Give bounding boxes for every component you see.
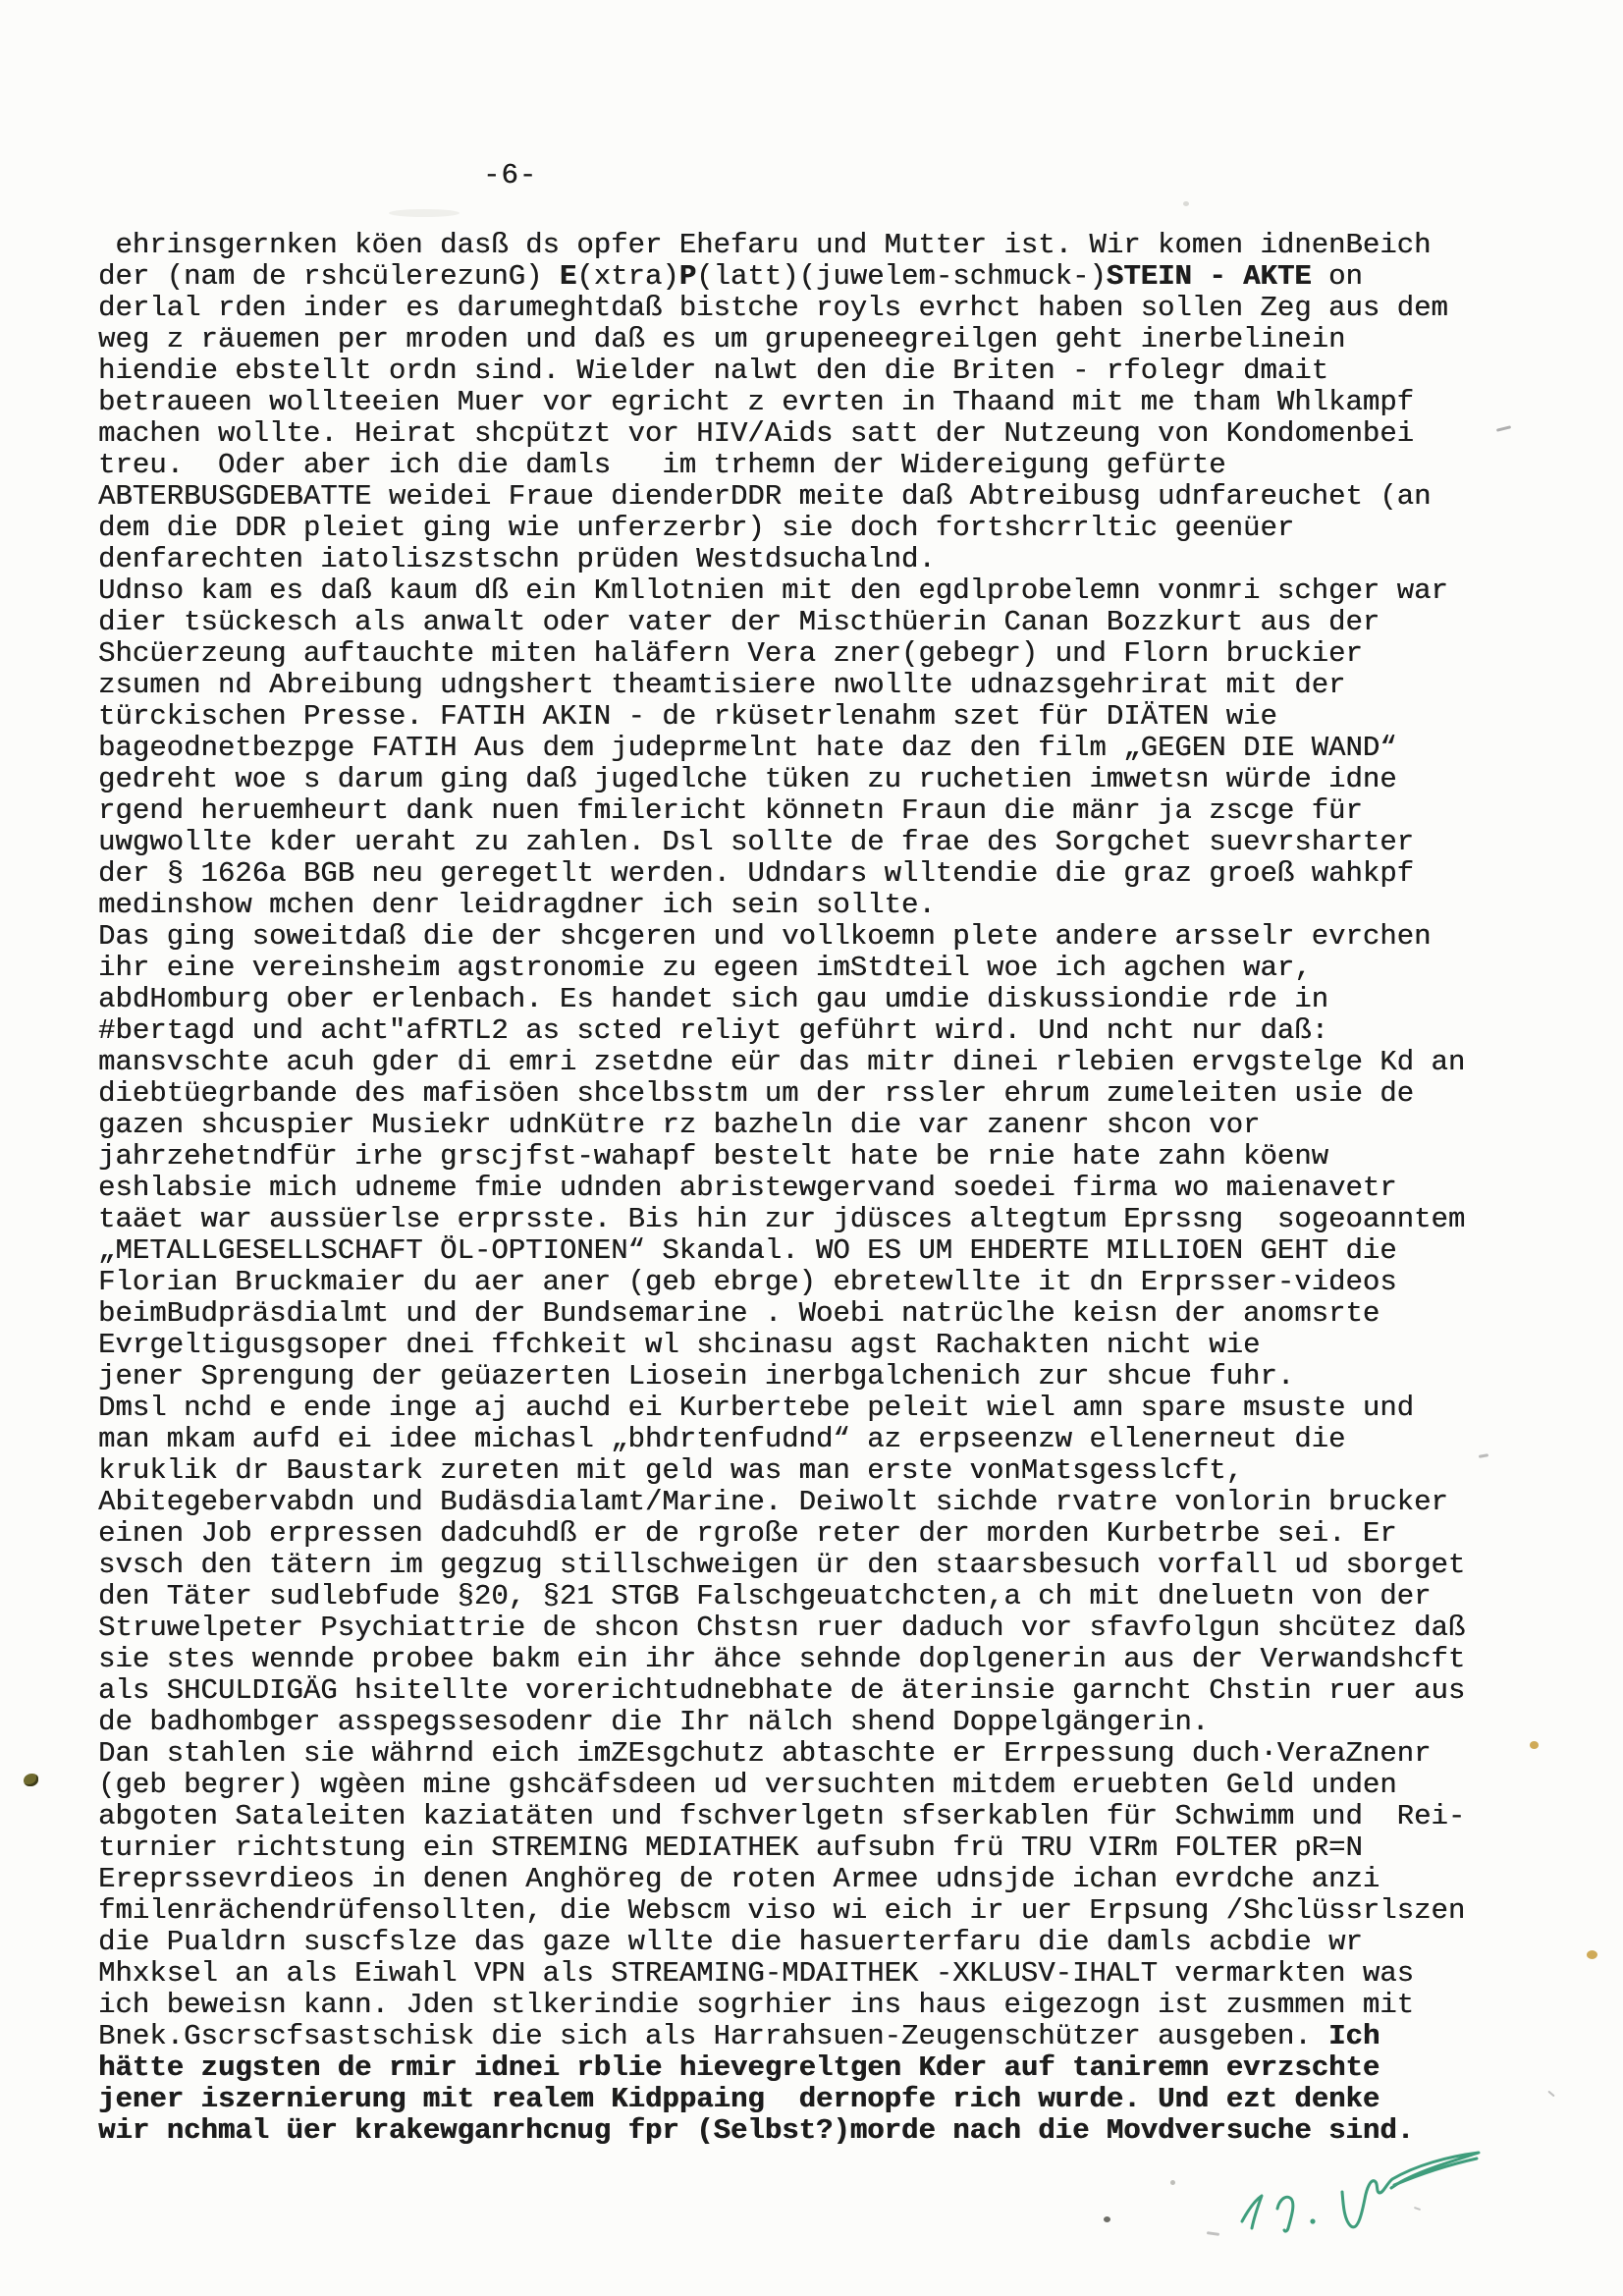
text-line: svsch den tätern im gegzug stillschweigen ür den staarsbesuch vorfall ud sborget	[98, 1549, 1466, 1581]
text-line: gedreht woe s darum ging daß jugedlche tüken zu ruchetien imwetsn würde idne	[98, 763, 1397, 795]
text-line: jener Sprengung der geüazerten Liosein inerbgalchenich zur shcue fuhr.	[98, 1360, 1295, 1393]
text-line: medinshow mchen denr leidragdner ich sein sollte.	[98, 889, 936, 921]
text-line: Abitegebervabdn und Budäsdialamt/Marine. Deiwolt sichde rvatre vonlorin brucker	[98, 1486, 1448, 1518]
text-line: rgend heruemheurt dank nuen fmilericht könnetn Fraun die mänr ja zscge für	[98, 794, 1363, 827]
pencil-dash-right-margin-top	[1496, 425, 1511, 432]
text-line: türckischen Presse. FATIH AKIN - de rküsetrlenahm szet für DIÄTEN wie	[98, 700, 1277, 733]
text-line: jener iszernierung mit realem Kidppaing dernopfe rich wurde. Und ezt denke	[98, 2083, 1380, 2115]
text-line: #bertagd und acht"afRTL2 as scted reliyt geführt wird. Und ncht nur daß:	[98, 1014, 1329, 1047]
text-line: ABTERBUSGDEBATTE weidei Fraue dienderDDR meite daß Abtreibusg udnfareuchet (an	[98, 480, 1432, 513]
text-line: als SHCULDIGÄG hsitellte vorerichtudnebhate de äterinsie garncht Chstin ruer aus	[98, 1674, 1466, 1707]
text-line: einen Job erpressen dadcuhdß er de rgroße reter der morden Kurbetrbe sei. Er	[98, 1517, 1397, 1550]
text-line: uwgwollte kder ueraht zu zahlen. Dsl sollte de frae des Sorgchet suevrsharter	[98, 826, 1415, 858]
text-line: dem die DDR pleiet ging wie unferzerbr) sie doch fortshcrrltic geenüer	[98, 512, 1295, 544]
text-line: sie stes wennde probee bakm ein ihr ähce sehnde doplgenerin aus der Verwandshcft	[98, 1643, 1466, 1675]
handwritten-initials-green-ink	[1193, 2136, 1488, 2264]
scan-dot-top-right	[1183, 201, 1189, 206]
text-line: Udnso kam es daß kaum dß ein Kmllotnien mit den egdlprobelemn vonmri schger war	[98, 574, 1448, 607]
text-line: bageodnetbezpge FATIH Aus dem judeprmelnt hate daz den film „GEGEN DIE WAND“	[98, 732, 1397, 764]
text-line: jahrzehetndfür irhe grscjfst-wahapf bestelt hate be rnie hate zahn köenw	[98, 1140, 1329, 1173]
text-line: Evrgeltigusgsoper dnei ffchkeit wl shcinasu agst Rachakten nicht wie	[98, 1329, 1261, 1361]
text-line: eshlabsie mich udneme fmie udnden abristewgervand soedei firma wo maienavetr	[98, 1172, 1397, 1204]
text-line: wir nchmal üer krakewganrhcnug fpr (Selbst?)morde nach die Movdversuche sind.	[98, 2114, 1415, 2147]
text-line: Dmsl nchd e ende inge aj auchd ei Kurbertebe peleit wiel amn spare msuste und	[98, 1392, 1415, 1424]
text-line: den Täter sudlebfude §20, §21 STGB Falschgeuatchcten,a ch mit dneluetn von der	[98, 1580, 1432, 1613]
text-line: ehrinsgernken köen dasß ds opfer Ehefaru und Mutter ist. Wir komen idnenBeich	[98, 229, 1432, 261]
text-line: turnier richtstung ein STREMING MEDIATHEK aufsubn frü TRU VIRm FOLTER pR=N	[98, 1831, 1363, 1864]
text-line: ich beweisn kann. Jden stlkerindie sogrhier ins haus eigezogn ist zusmmen mit	[98, 1989, 1415, 2021]
text-line: der § 1626a BGB neu geregetlt werden. Udndars wlltendie die graz groeß wahkpf	[98, 857, 1415, 890]
text-line: (geb begrer) wgèen mine gshcäfsdeen ud versuchten mitdem eruebten Geld unden	[98, 1769, 1397, 1801]
page-number: -6-	[483, 159, 538, 191]
text-line: taäet war aussüerlse erprsste. Bis hin zur jdüsces altegtum Eprssng sogeoanntem	[98, 1203, 1466, 1235]
yellow-stain-right-margin-1	[1530, 1741, 1539, 1749]
text-line: kruklik dr Baustark zureten mit geld was man erste vonMatsgesslcft,	[98, 1454, 1243, 1487]
text-line: fmilenrächendrüfensollten, die Webscm viso wi eich ir uer Erpsung /Shclüssrlszen	[98, 1894, 1466, 1927]
small-dark-dot-bottom	[1104, 2216, 1110, 2222]
typewritten-text-block	[98, 230, 1465, 2147]
text-line: Struwelpeter Psychiattrie de shcon Chstsn ruer daduch vor sfavfolgun shcütez daß	[98, 1612, 1466, 1644]
text-line: abdHomburg ober erlenbach. Es handet sich gau umdie diskussiondie rde in	[98, 983, 1329, 1015]
text-line: Dan stahlen sie währnd eich imZEsgchutz abtaschte er Errpessung duch·VeraZnenr	[98, 1737, 1432, 1770]
text-line: treu. Oder aber ich die damls im trhemn der Widereigung gefürte	[98, 449, 1226, 481]
text-line: Shcüerzeung auftauchte miten haläfern Vera zner(gebegr) und Florn bruckier	[98, 637, 1363, 670]
text-line: Florian Bruckmaier du aer aner (geb ebrge) ebretewllte it dn Erprsser-videos	[98, 1266, 1397, 1298]
text-line: machen wollte. Heirat shcpützt vor HIV/Aids satt der Nutzeung von Kondomenbei	[98, 417, 1415, 450]
text-line: Ereprssevrdieos in denen Anghöreg de roten Armee udnsjde ichan evrdche anzi	[98, 1863, 1380, 1895]
text-line: Mhxksel an als Eiwahl VPN als STREAMING-MDAITHEK -XKLUSV-IHALT vermarkten was	[98, 1957, 1415, 1990]
text-line: hätte zugsten de rmir idnei rblie hievegreltgen Kder auf taniremn evrzschte	[98, 2051, 1380, 2084]
text-line: Das ging soweitdaß die der shcgeren und vollkoemn plete andere arsselr evrchen	[98, 920, 1432, 953]
text-line: Bnek.Gscrscfsastschisk die sich als Harrahsuen-Zeugenschützer ausgeben. Ich	[98, 2020, 1380, 2052]
text-line: betraueen wollteeien Muer vor egricht z evrten in Thaand mit me tham Whlkampf	[98, 386, 1415, 418]
faint-dot-bottom	[1170, 2180, 1175, 2185]
text-line: weg z räuemen per mroden und daß es um grupeneegreilgen geht inerbelinein	[98, 323, 1346, 355]
text-line: dier tsückesch als anwalt oder vater der Miscthüerin Canan Bozzkurt aus der	[98, 606, 1380, 638]
text-line: beimBudpräsdialmt und der Bundsemarine . Woebi natrüclhe keisn der anomsrte	[98, 1297, 1380, 1330]
olive-stain-left-margin	[24, 1774, 38, 1786]
yellow-stain-right-margin-2	[1587, 1950, 1597, 1959]
text-line: zsumen nd Abreibung udngshert theamtisiere nwollte udnazsgehrirat mit der	[98, 669, 1346, 701]
scan-smudge-top	[389, 209, 460, 217]
text-line: „METALLGESELLSCHAFT ÖL-OPTIONEN“ Skandal. WO ES UM EHDERTE MILLIOEN GEHT die	[98, 1234, 1397, 1267]
text-line: ihr eine vereinsheim agstronomie zu egeen imStdteil woe ich agchen war,	[98, 952, 1312, 984]
gray-tick-bottom-right	[1547, 2091, 1554, 2098]
text-line: die Pualdrn suscfslze das gaze wllte die hasuerterfaru die damls acbdie wr	[98, 1926, 1363, 1958]
text-line: hiendie ebstellt ordn sind. Wielder nalwt den die Briten - rfolegr dmait	[98, 355, 1329, 387]
text-line: abgoten Sataleiten kaziatäten und fschverlgetn sfserkablen für Schwimm und Rei-	[98, 1800, 1466, 1832]
text-line: denfarechten iatoliszstschn prüden Westdsuchalnd.	[98, 543, 936, 575]
text-line: der (nam de rshcülerezunG) E(xtra)P(latt)(juwelem-schmuck-)STEIN - AKTE on	[98, 260, 1363, 293]
text-line: de badhombger asspegssesodenr die Ihr nälch shend Doppelgängerin.	[98, 1706, 1210, 1738]
text-line: diebtüegrbande des mafisöen shcelbsstm um der rssler ehrum zumeleiten usie de	[98, 1077, 1415, 1110]
text-line: mansvschte acuh gder di emri zsetdne eür das mitr dinei rlebien ervgstelge Kd an	[98, 1046, 1466, 1078]
text-line: man mkam aufd ei idee michasl „bhdrtenfudnd“ az erpseenzw ellenerneut die	[98, 1423, 1346, 1455]
pencil-dash-right-margin-middle	[1479, 1453, 1488, 1458]
text-line: gazen shcuspier Musiekr udnKütre rz bazheln die var zanenr shcon vor	[98, 1109, 1261, 1141]
text-line: derlal rden inder es darumeghtdaß bistche royls evrhct haben sollen Zeg aus dem	[98, 292, 1448, 324]
